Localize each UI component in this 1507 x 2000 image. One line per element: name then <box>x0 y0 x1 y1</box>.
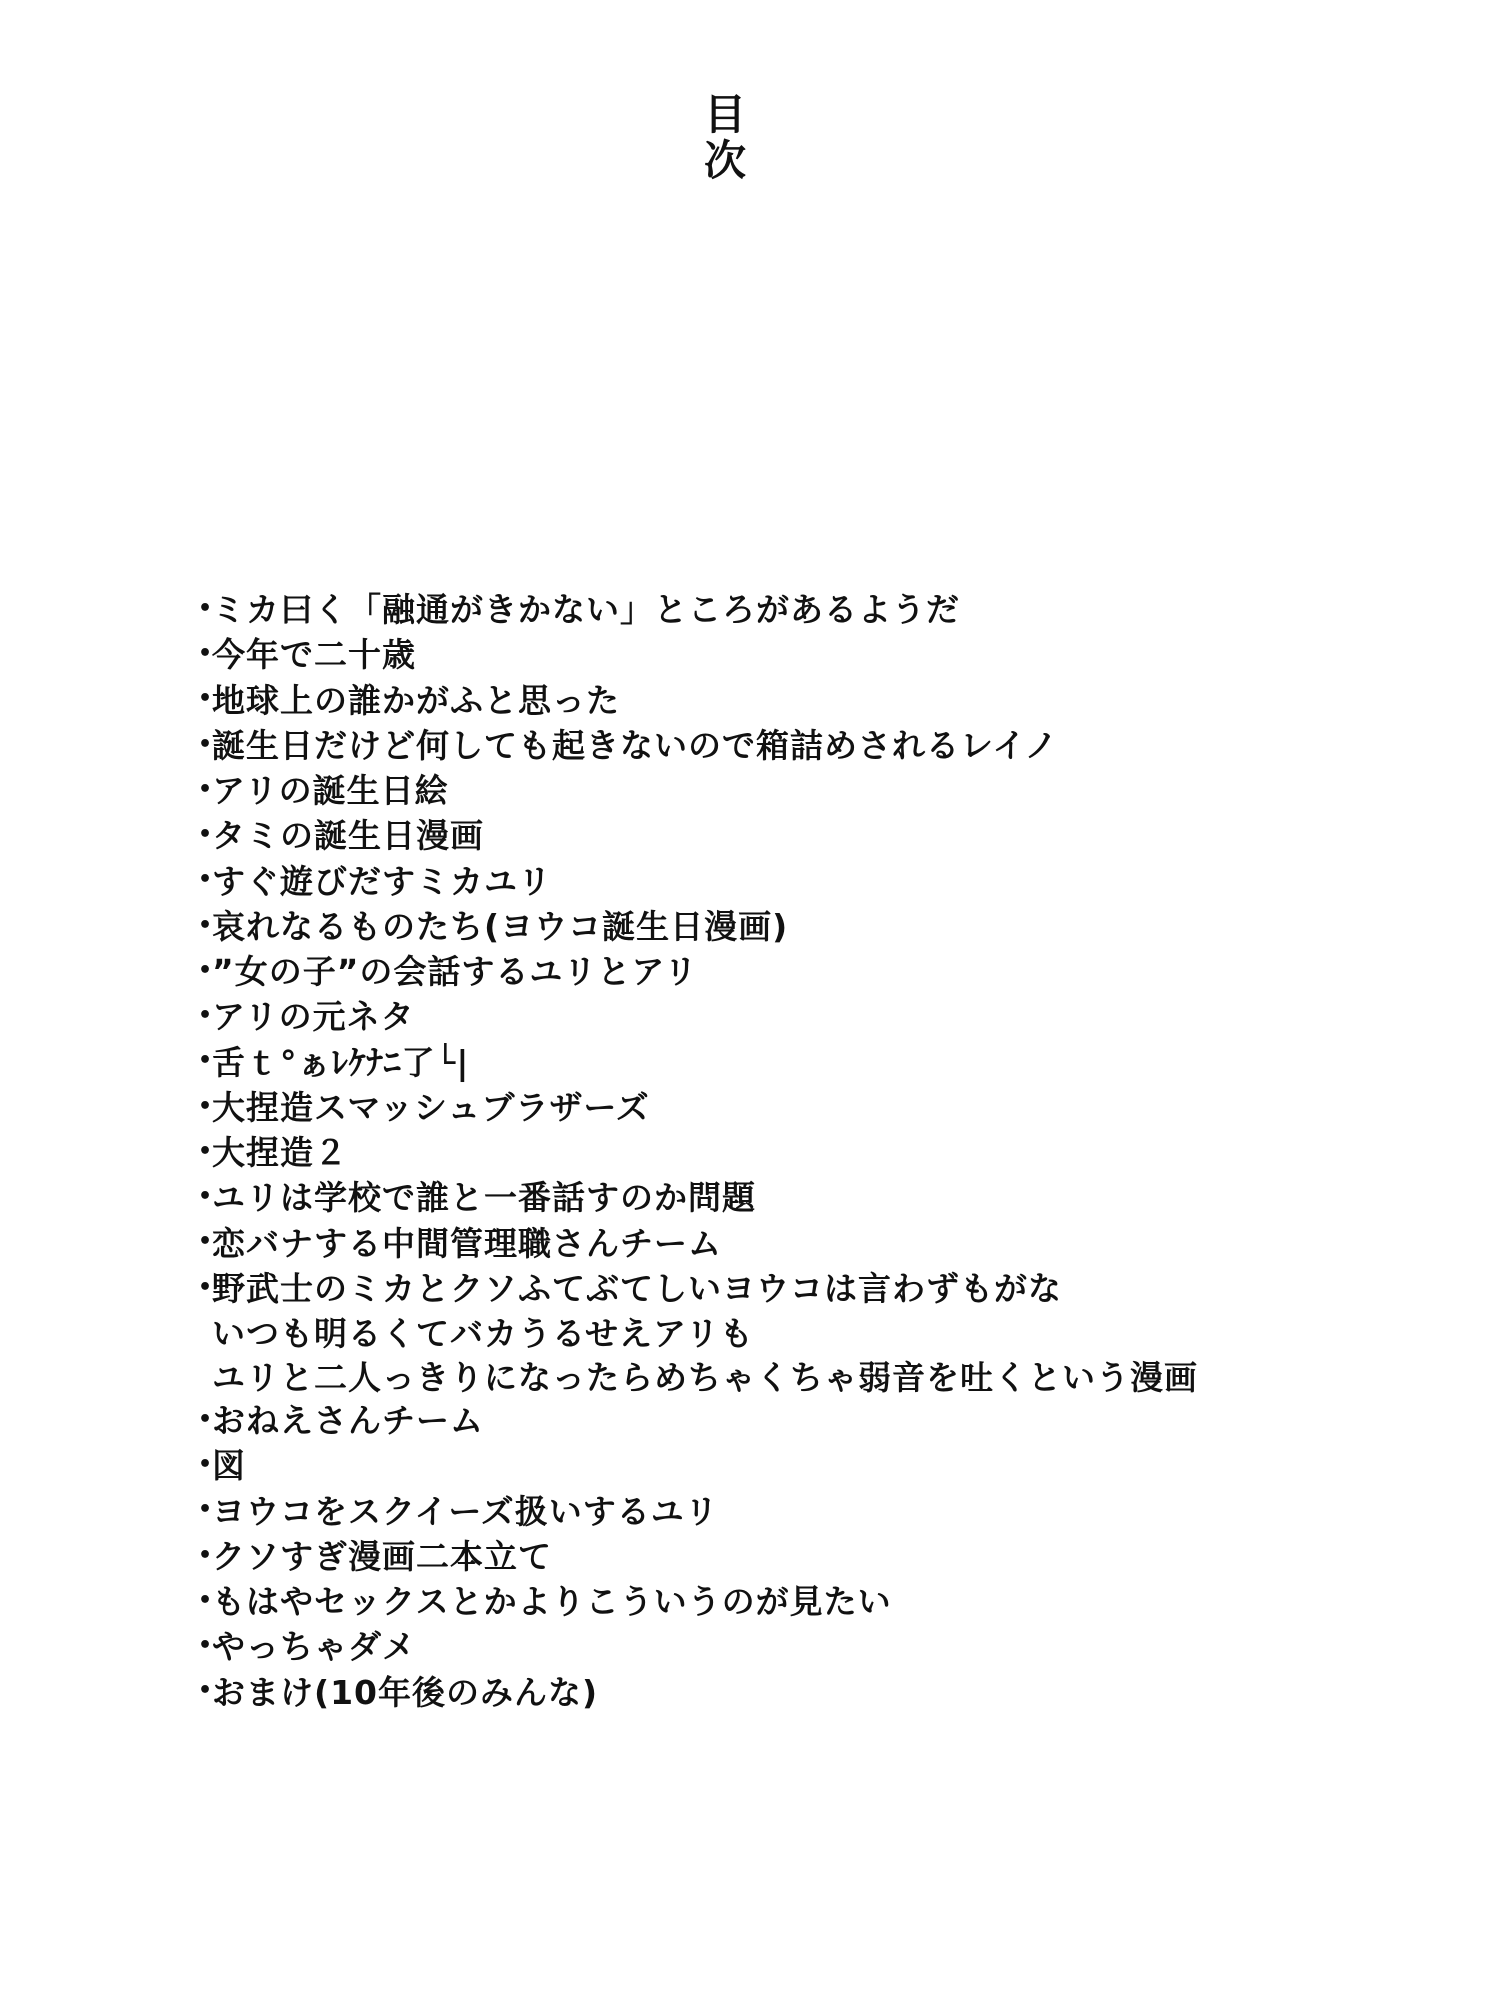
toc-item <box>198 588 1198 633</box>
toc-item-label: もはやセックスとかよりこういうのが見たい <box>212 1582 892 1621</box>
bullet-icon: • <box>198 912 214 938</box>
toc-item <box>198 633 1198 678</box>
bullet-icon: • <box>198 1497 214 1523</box>
toc-item <box>198 769 1198 814</box>
toc-item-label: アリの元ネタ <box>212 997 415 1037</box>
toc-item-label: ”女の子”の会話するユリとアリ <box>212 952 699 991</box>
toc-item-label: ヨウコをスクイーズ扱いするユリ <box>212 1491 719 1531</box>
page-title-line-1: 目 <box>703 90 746 139</box>
toc-item-continuation <box>198 1356 1198 1400</box>
toc-item-label: 図 <box>212 1446 246 1486</box>
toc-item <box>198 1176 1198 1221</box>
toc-item <box>198 1580 1198 1625</box>
bullet-icon: • <box>198 1452 214 1477</box>
toc-item <box>198 1399 1198 1444</box>
bullet-icon: • <box>198 1138 214 1164</box>
toc-item-label: 哀れなるものたち(ヨウコ誕生日漫画) <box>212 906 789 946</box>
toc-item-label: ユリと二人っきりになったらめちゃくちゃ弱音を吐くという漫画 <box>212 1357 1198 1397</box>
toc-item <box>198 1671 1198 1716</box>
toc-item-label: おねえさんチーム <box>212 1401 484 1440</box>
bullet-icon: • <box>198 776 214 802</box>
toc-item-label: 舌ｔ°ぁﾚｹﾅﾆ了└| <box>212 1042 470 1082</box>
toc-item <box>198 679 1198 724</box>
toc-item-continuation <box>198 1312 1198 1356</box>
toc-item-label: やっちゃダメ <box>212 1627 416 1667</box>
toc-item-label: いつも明るくてバカうるせえアリも <box>212 1314 754 1353</box>
toc-item-label: タミの誕生日漫画 <box>212 816 484 856</box>
toc-item-label: すぐ遊びだすミカユリ <box>212 861 552 901</box>
toc-item <box>198 950 1198 995</box>
toc-item-label: 地球上の誰かがふと思った <box>212 680 620 720</box>
bullet-icon: • <box>198 957 214 983</box>
bullet-icon: • <box>198 867 214 893</box>
bullet-icon: • <box>198 1274 214 1300</box>
bullet-icon: • <box>198 1003 214 1028</box>
table-of-contents <box>198 588 1198 1716</box>
toc-item <box>198 860 1198 905</box>
bullet-icon: • <box>198 1587 214 1613</box>
toc-item-label: クソすぎ漫画二本立て <box>212 1536 552 1576</box>
toc-item-label: ユリは学校で誰と一番話すのか問題 <box>212 1178 756 1218</box>
toc-item-label: ミカ曰く「融通がきかない」ところがあるようだ <box>212 590 960 629</box>
bullet-icon: • <box>198 1542 214 1568</box>
toc-item <box>198 1131 1198 1176</box>
toc-item <box>198 1267 1198 1312</box>
bullet-icon: • <box>198 595 214 621</box>
page-title-line-2: 次 <box>703 136 746 185</box>
toc-item <box>198 1625 1198 1670</box>
toc-item <box>198 1490 1198 1535</box>
toc-item-label: おまけ(10年後のみんな) <box>212 1672 599 1712</box>
page-title <box>700 92 750 184</box>
toc-item <box>198 995 1198 1040</box>
toc-item-label: アリの誕生日絵 <box>212 771 449 810</box>
toc-item <box>198 1041 1198 1086</box>
toc-item <box>198 814 1198 859</box>
bullet-icon: • <box>198 1229 214 1255</box>
toc-item-label: 野武士のミカとクソふてぶてしいヨウコは言わずもがな <box>212 1268 1062 1308</box>
bullet-icon: • <box>198 641 214 666</box>
bullet-icon: • <box>198 686 214 712</box>
toc-item-label: 今年で二十歳 <box>212 635 416 675</box>
toc-item-label: 恋バナする中間管理職さんチーム <box>212 1223 722 1263</box>
bullet-icon: • <box>198 1633 214 1658</box>
bullet-icon: • <box>198 1678 214 1704</box>
toc-item <box>198 1086 1198 1131</box>
toc-item <box>198 1222 1198 1267</box>
toc-item-label: 誕生日だけど何しても起きないので箱詰めされるレイノ <box>212 725 1059 765</box>
bullet-icon: • <box>198 1406 214 1432</box>
bullet-icon: • <box>198 1048 214 1074</box>
bullet-icon: • <box>198 1093 214 1119</box>
bullet-icon: • <box>198 731 214 757</box>
toc-item <box>198 1444 1198 1489</box>
toc-item-label: 大捏造２ <box>212 1133 348 1172</box>
toc-item <box>198 724 1198 769</box>
bullet-icon: • <box>198 822 214 847</box>
toc-item-label: 大捏造スマッシュブラザーズ <box>212 1087 650 1127</box>
bullet-icon: • <box>198 1184 214 1209</box>
toc-item <box>198 905 1198 950</box>
toc-item <box>198 1535 1198 1580</box>
